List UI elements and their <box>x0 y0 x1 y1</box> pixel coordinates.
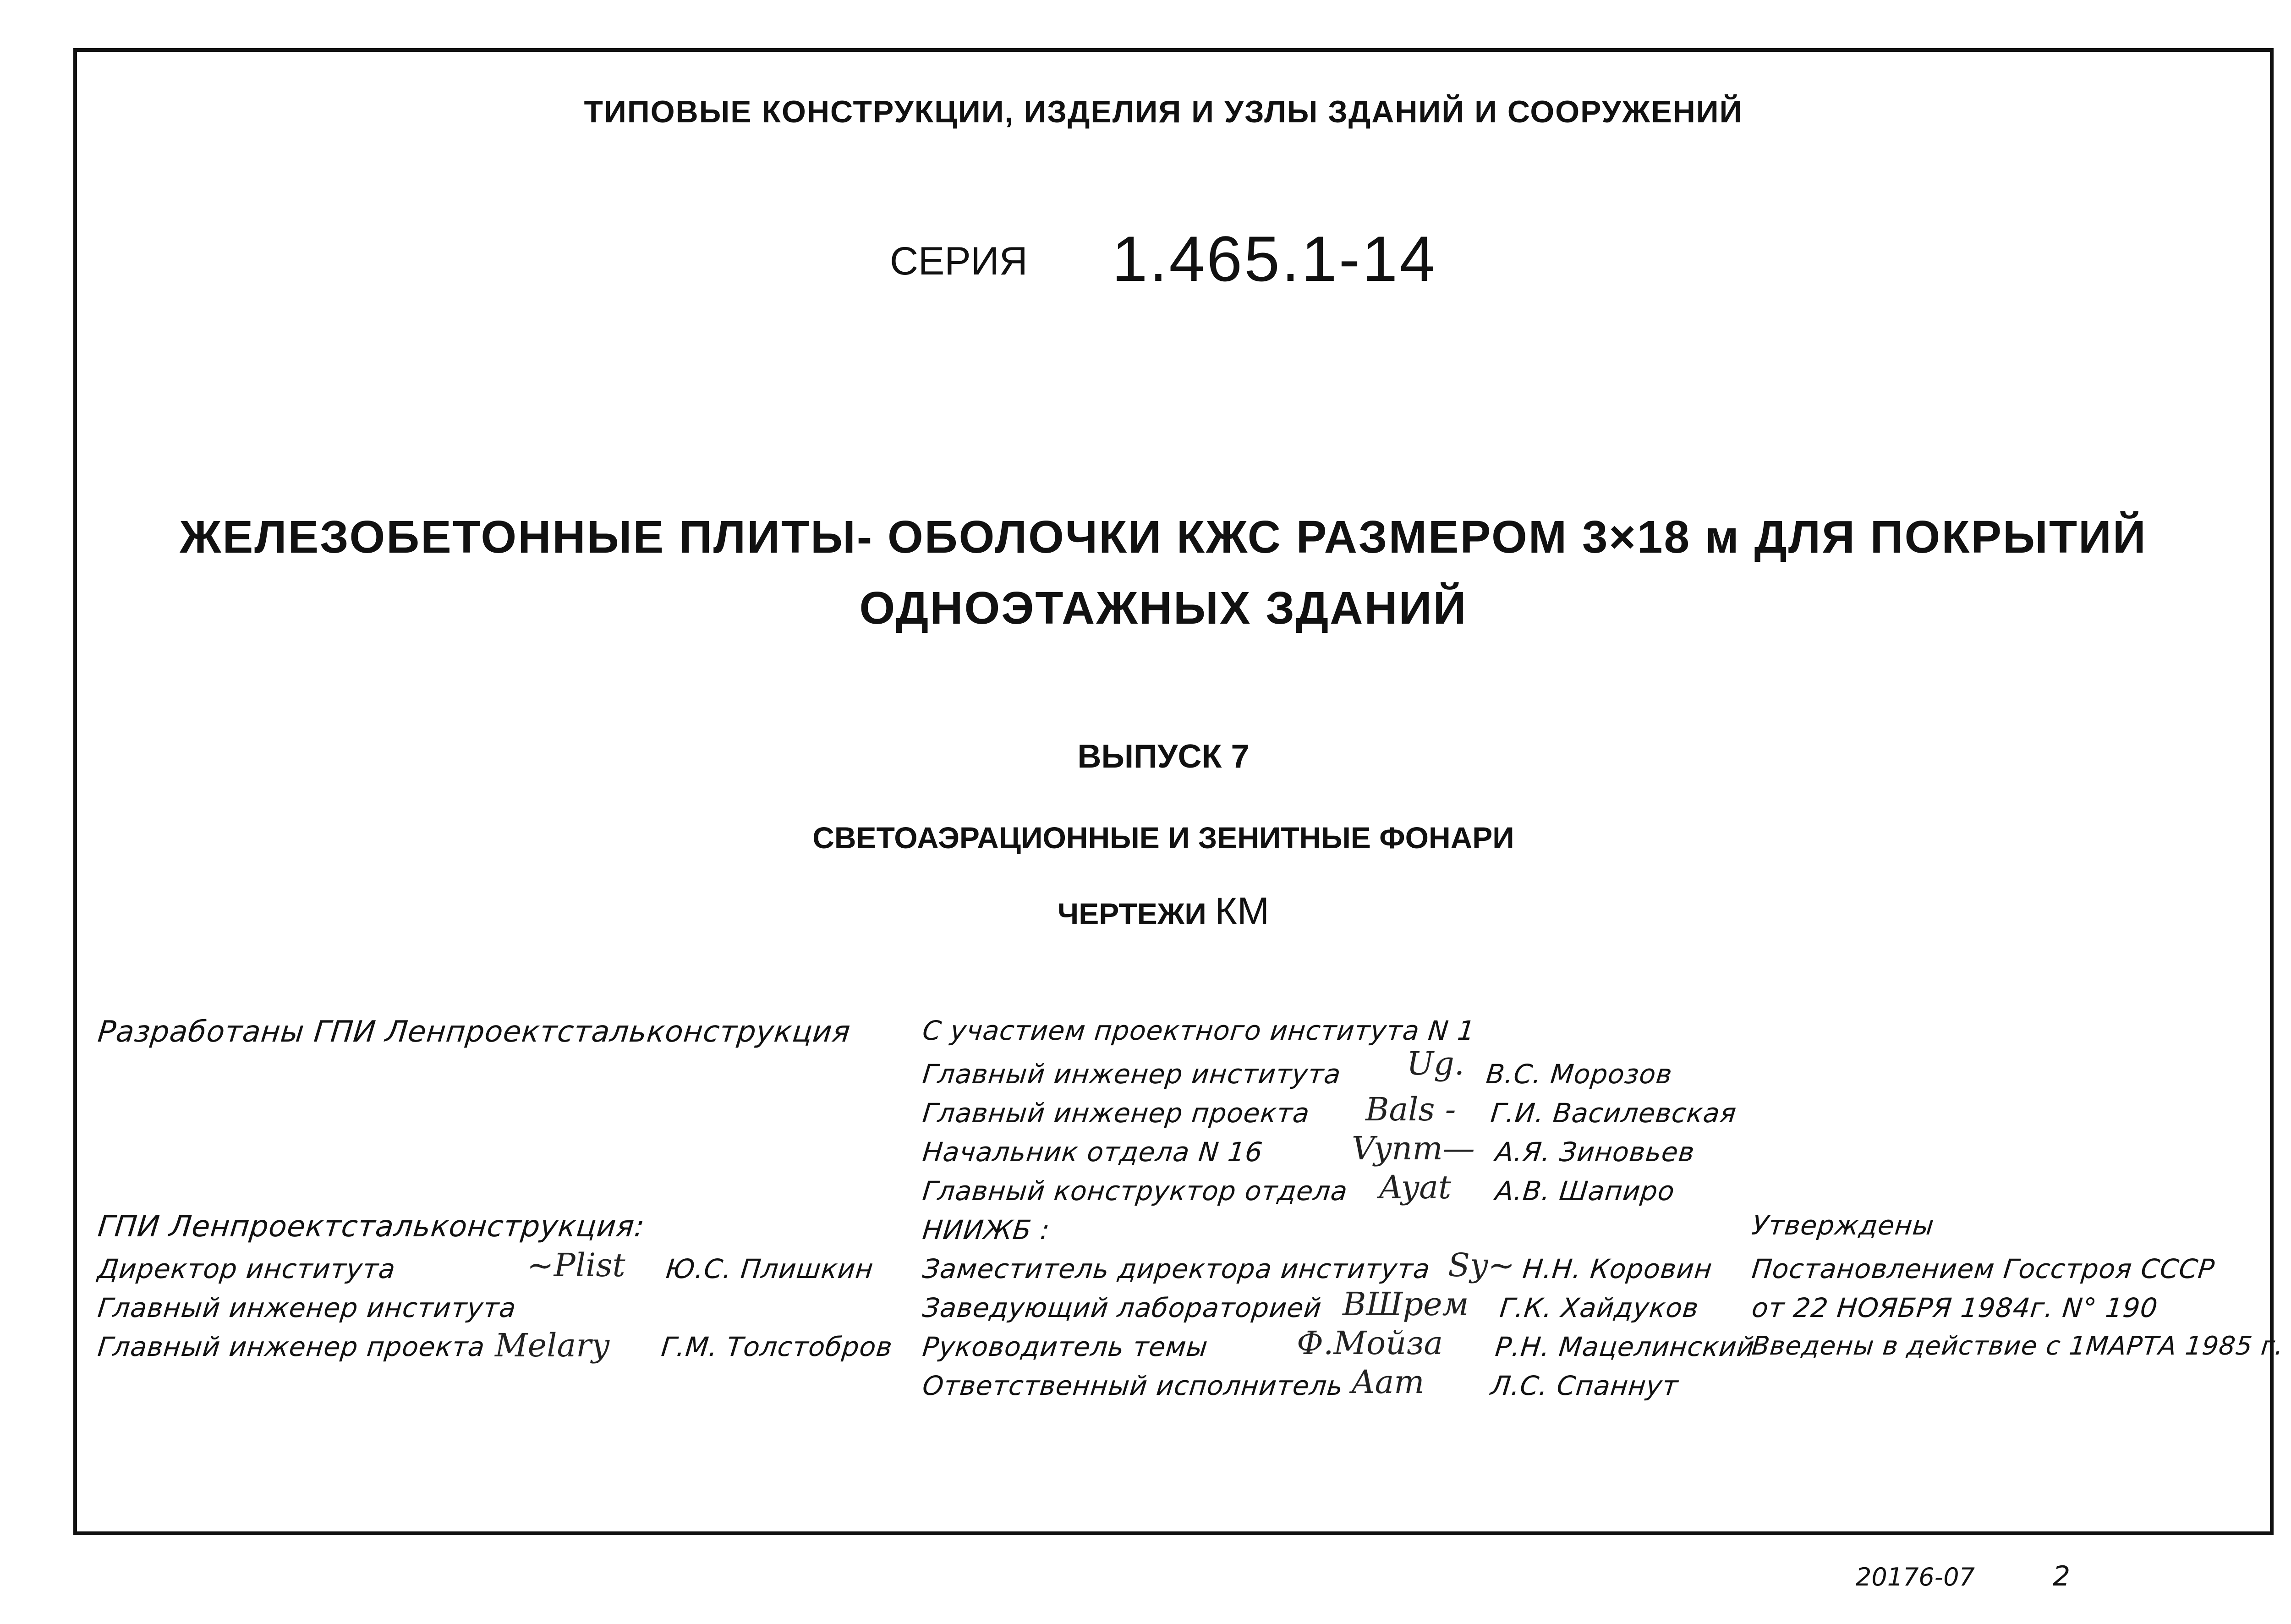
participant-role-4: Главный конструктор отдела <box>921 1175 1349 1207</box>
signature-8: BШрем <box>1343 1285 1469 1323</box>
participants-heading: С участием проектного института N 1 <box>921 1015 1477 1046</box>
participant-name-4: А.В. Шапиро <box>1494 1175 1677 1207</box>
developed-by: Разработаны ГПИ Ленпроектстальконструкция <box>96 1015 852 1049</box>
participant-role-2: Главный инженер проекта <box>921 1097 1311 1129</box>
drawings-code: КМ <box>1215 889 1270 933</box>
niizhb-role-3: Руководитель темы <box>921 1331 1210 1362</box>
niizhb-role-4: Ответственный исполнитель <box>921 1370 1345 1401</box>
developer-name-3: Г.М. Толстобров <box>660 1331 894 1362</box>
approval-line-1: Постановлением Госстроя СССР <box>1750 1253 2216 1284</box>
developer-role-3: Главный инженер проекта <box>96 1331 487 1362</box>
developer-role-1: Директор института <box>96 1253 397 1284</box>
participant-name-2: Г.И. Василевская <box>1489 1097 1738 1129</box>
signature-1: ~Plist <box>527 1246 625 1284</box>
niizhb-name-3: Р.Н. Мацелинский <box>1494 1331 1756 1362</box>
signature-2: Melary <box>495 1327 610 1364</box>
series-line <box>0 215 2291 295</box>
signature-4: Bals - <box>1365 1091 1456 1128</box>
series-label: СЕРИЯ <box>889 239 1028 283</box>
document-title-line-2: ОДНОЭТАЖНЫХ ЗДАНИЙ <box>859 582 1468 634</box>
signature-7: Sy~ <box>1448 1246 1515 1284</box>
niizhb-heading: НИИЖБ : <box>921 1214 1052 1245</box>
signature-10: Aam <box>1352 1363 1425 1401</box>
document-title-line-1: ЖЕЛЕЗОБЕТОННЫЕ ПЛИТЫ- ОБОЛОЧКИ КЖС РАЗМЕРОМ 3×18 м ДЛЯ ПОКРЫТИЙ <box>180 511 2147 563</box>
niizhb-name-1: Н.Н. Коровин <box>1521 1253 1714 1284</box>
issue-subject: СВЕТОАЭРАЦИОННЫЕ И ЗЕНИТНЫЕ ФОНАРИ <box>812 821 1514 855</box>
niizhb-role-2: Заведующий лабораторией <box>921 1292 1323 1323</box>
signature-9: Ф.Мойза <box>1297 1324 1443 1362</box>
signature-3: Ug. <box>1407 1045 1465 1082</box>
signature-5: Vynm— <box>1352 1130 1475 1167</box>
developer-role-2: Главный инженер института <box>96 1292 518 1323</box>
page-number: 2 <box>2053 1560 2071 1592</box>
developer-org-heading: ГПИ Ленпроектстальконструкция: <box>96 1210 647 1244</box>
participant-role-3: Начальник отдела N 16 <box>921 1136 1265 1168</box>
signature-6: Ayat <box>1379 1169 1452 1206</box>
niizhb-name-2: Г.К. Хайдуков <box>1498 1292 1701 1323</box>
approval-line-2: от 22 НОЯБРЯ 1984г. N° 190 <box>1750 1292 2159 1323</box>
niizhb-name-4: Л.С. Спаннут <box>1489 1370 1680 1401</box>
participant-role-1: Главный инженер института <box>921 1059 1343 1090</box>
developer-name-1: Ю.С. Плишкин <box>664 1253 875 1284</box>
participant-name-1: В.С. Морозов <box>1485 1059 1674 1090</box>
collection-title: ТИПОВЫЕ КОНСТРУКЦИИ, ИЗДЕЛИЯ И УЗЛЫ ЗДАНИЙ И СООРУЖЕНИЙ <box>584 94 1743 129</box>
approval-heading: Утверждены <box>1750 1210 1936 1241</box>
series-number: 1.465.1-14 <box>1112 223 1437 295</box>
participant-name-3: А.Я. Зиновьев <box>1494 1136 1696 1168</box>
document-code: 20176-07 <box>1856 1563 1975 1591</box>
drawings-line <box>0 889 2291 933</box>
issue-number: ВЫПУСК 7 <box>1077 738 1250 775</box>
niizhb-role-1: Заместитель директора института <box>921 1253 1432 1284</box>
drawings-label: ЧЕРТЕЖИ <box>1057 897 1206 931</box>
approval-line-3: Введены в действие с 1МАРТА 1985 г. <box>1750 1331 2286 1361</box>
